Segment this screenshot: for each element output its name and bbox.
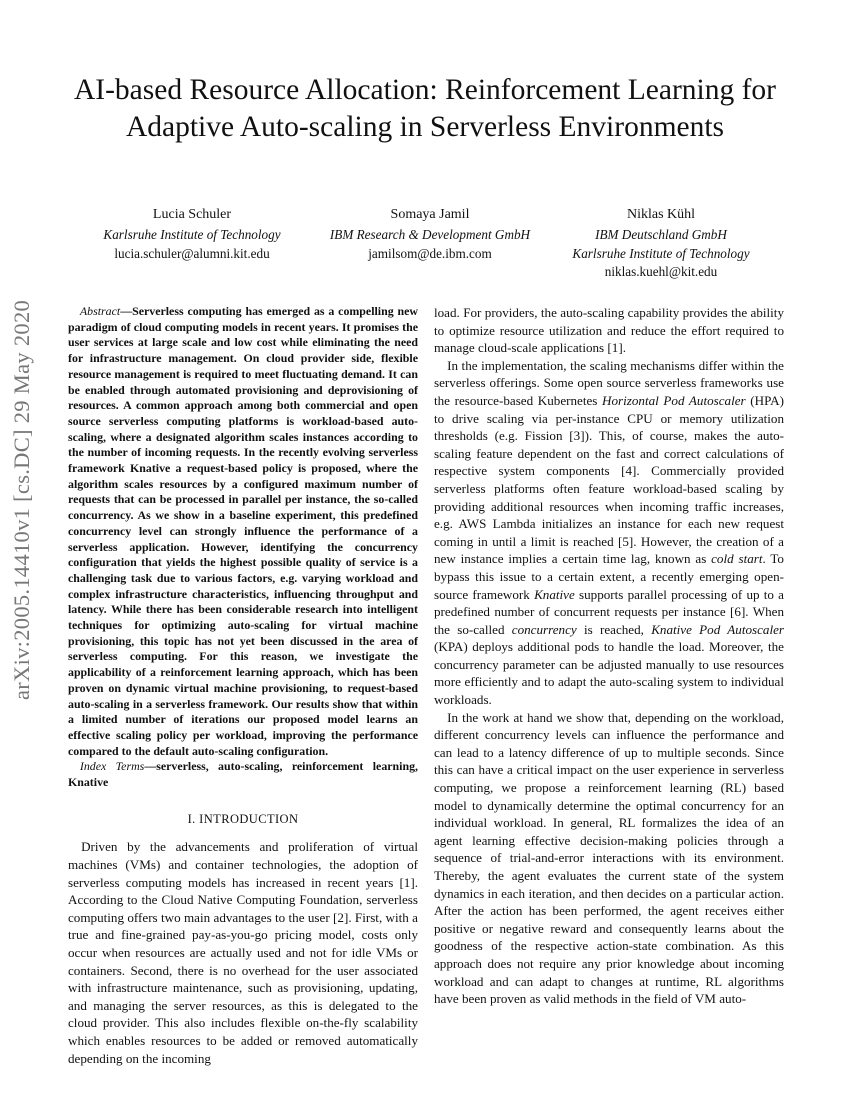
intro-paragraph: Driven by the advancements and proliferation of virtual machines (VMs) and container technologies, the adoption of serverless computing models has increased in recent years [1]. According to the Cloud Native Computing Foundation, serverless computing offers two main advantages to the user [2]. First, with a true and fine-grained pay-as-you-go pricing model, costs only occur when resources are actually used and not for idle VMs or containers. Second, there is no overhead for the user associated with infrastructure maintenance, such as provisioning, updating, and managing the server resources, as this is delegated to the cloud provider. This also includes flexible on-the-fly scalability which enables resources to be added or removed automatically depending on the incoming xyxy=(68,839,418,1066)
author-email: niklas.kuehl@kit.edu xyxy=(604,263,718,279)
right-column xyxy=(434,304,784,1008)
arxiv-stamp-text: arXiv:2005.14410v1 [cs.DC] 29 May 2020 xyxy=(9,299,34,701)
work-paragraph: In the work at hand we show that, depending on the workload, different concurrency levels can influence the performance and can lead to a latency difference of up to multiple seconds. Since this can have a critical impact on the user experience in serverless computing, we propose a reinforcement learning (RL) based model to dynamically determine the optimal concurrency for an individual workload. In general, RL formalizes the idea of an agent learning effective decision-making policies through a sequence of trial-and-error interactions with its environment. Thereby, the agent evaluates the current state of the system dynamics in each iteration, and then decides on a particular action. After the action has been performed, the agent receives either positive or negative reward and consequently learns about the goodness of the respective action-state combination. As this approach does not require any prior knowledge about incoming workload and can adapt to changes at runtime, RL algorithms have been proven as valid methods in the field of VM auto- xyxy=(434,709,784,1007)
left-column xyxy=(68,304,418,1067)
author-name: Somaya Jamil xyxy=(390,207,470,222)
abstract-label: Abstract xyxy=(79,304,121,318)
author-name: Niklas Kühl xyxy=(626,207,696,222)
author-block xyxy=(546,206,776,281)
index-terms-label: Index Terms xyxy=(79,759,145,774)
author-affiliation: Karlsruhe Institute of Technology xyxy=(572,245,750,261)
arxiv-stamp xyxy=(2,290,42,710)
author-name: Lucia Schuler xyxy=(152,207,232,222)
abstract xyxy=(68,304,418,791)
concurrency-term: concurrency xyxy=(511,621,577,637)
author-affiliation: IBM Deutschland GmbH xyxy=(595,227,727,243)
continued-paragraph: load. For providers, the auto-scaling capability provides the ability to optimize resource utilization and reduce the effort required to manage cloud-scale applications [1]. xyxy=(434,305,784,356)
author-affiliation: IBM Research & Development GmbH xyxy=(329,227,531,243)
author-email: lucia.schuler@alumni.kit.edu xyxy=(114,245,270,261)
abstract-text: —Serverless computing has emerged as a compelling new paradigm of cloud computing models in recent years. It promises the user services at large scale and low cost while eliminating the need for infrastructure management. On cloud provider side, flexible resource management is required to meet fluctuating demand. It can be enabled through automated provisioning and deprovisioning of resources. A common approach among both commercial and open source serverless computing platforms is workload-based auto-scaling, where a designated algorithm scales instances according to the number of incoming requests. In the recently evolving serverless framework Knative a request-based policy is proposed, where the algorithm scales resources by a configured maximum number of requests that can be processed in parallel per instance, the so-called concurrency. As we show in a baseline experiment, this predefined concurrency level can strongly influence the performance of a serverless application. However, identifying the concurrency configuration that yields the highest possible quality of service is a challenging task due to various factors, e.g. varying workload and complex infrastructure characteristics, influencing throughput and latency. While there has been considerable research into intelligent techniques for optimizing auto-scaling for virtual machine provisioning, this topic has not yet been discussed in the area of serverless computing. For this reason, we investigate the applicability of a reinforcement learning approach, which has been proven on dynamic virtual machine provisioning, to request-based auto-scaling in a serverless framework. Our results show that within a limited number of iterations our proposed model learns an effective scaling policy per workload, improving the performance compared to the default auto-scaling configuration. xyxy=(68,304,418,758)
author-block xyxy=(82,206,302,263)
author-email: jamilsom@de.ibm.com xyxy=(368,245,492,261)
section-heading: I. INTRODUCTION xyxy=(187,811,299,826)
paper-title: AI-based Resource Allocation: Reinforcement Learning for Adaptive Auto-scaling in Serverless Environments xyxy=(73,74,776,143)
author-block xyxy=(300,206,560,263)
kpa-term: Knative Pod Autoscaler xyxy=(651,621,785,637)
hpa-term: Horizontal Pod Autoscaler xyxy=(602,392,746,408)
knative-term: Knative xyxy=(534,586,575,602)
cold-start-term: cold start xyxy=(711,551,763,567)
implementation-paragraph: In the implementation, the scaling mechanisms differ within the serverless offerings. Some open source serverless frameworks use the resource-based Kubernetes Horizontal Pod Autoscaler (HPA) to drive scaling via per-instance CPU or memory utilization thresholds (e.g. Fission [3]). This, of course, makes the auto-scaling feature dependent on the fast and correct calculations of respective system components [4]. Commercially provided serverless platforms often feature workload-based scaling by providing additional resources when incoming traffic increases, e.g. AWS Lambda initializes an instance for each new request coming in until a limit is reached [5]. However, the creation of a new instance implies a certain time lag, known as cold start. To bypass this issue to a certain extent, a recently emerging open-source framework Knative supports parallel processing of up to a predefined number of concurrent requests per instance [6]. When the so-called concurrency is reached, Knative Pod Autoscaler (KPA) deploys additional pods to handle the load. Moreover, the concurrency parameter can be adjusted manually to use resources more efficiently and to adapt the auto-scaling system to individual workloads. xyxy=(434,357,785,708)
index-terms-text: —serverless, auto-scaling, reinforcement learning, Knative xyxy=(68,759,418,790)
author-affiliation: Karlsruhe Institute of Technology xyxy=(103,227,281,243)
